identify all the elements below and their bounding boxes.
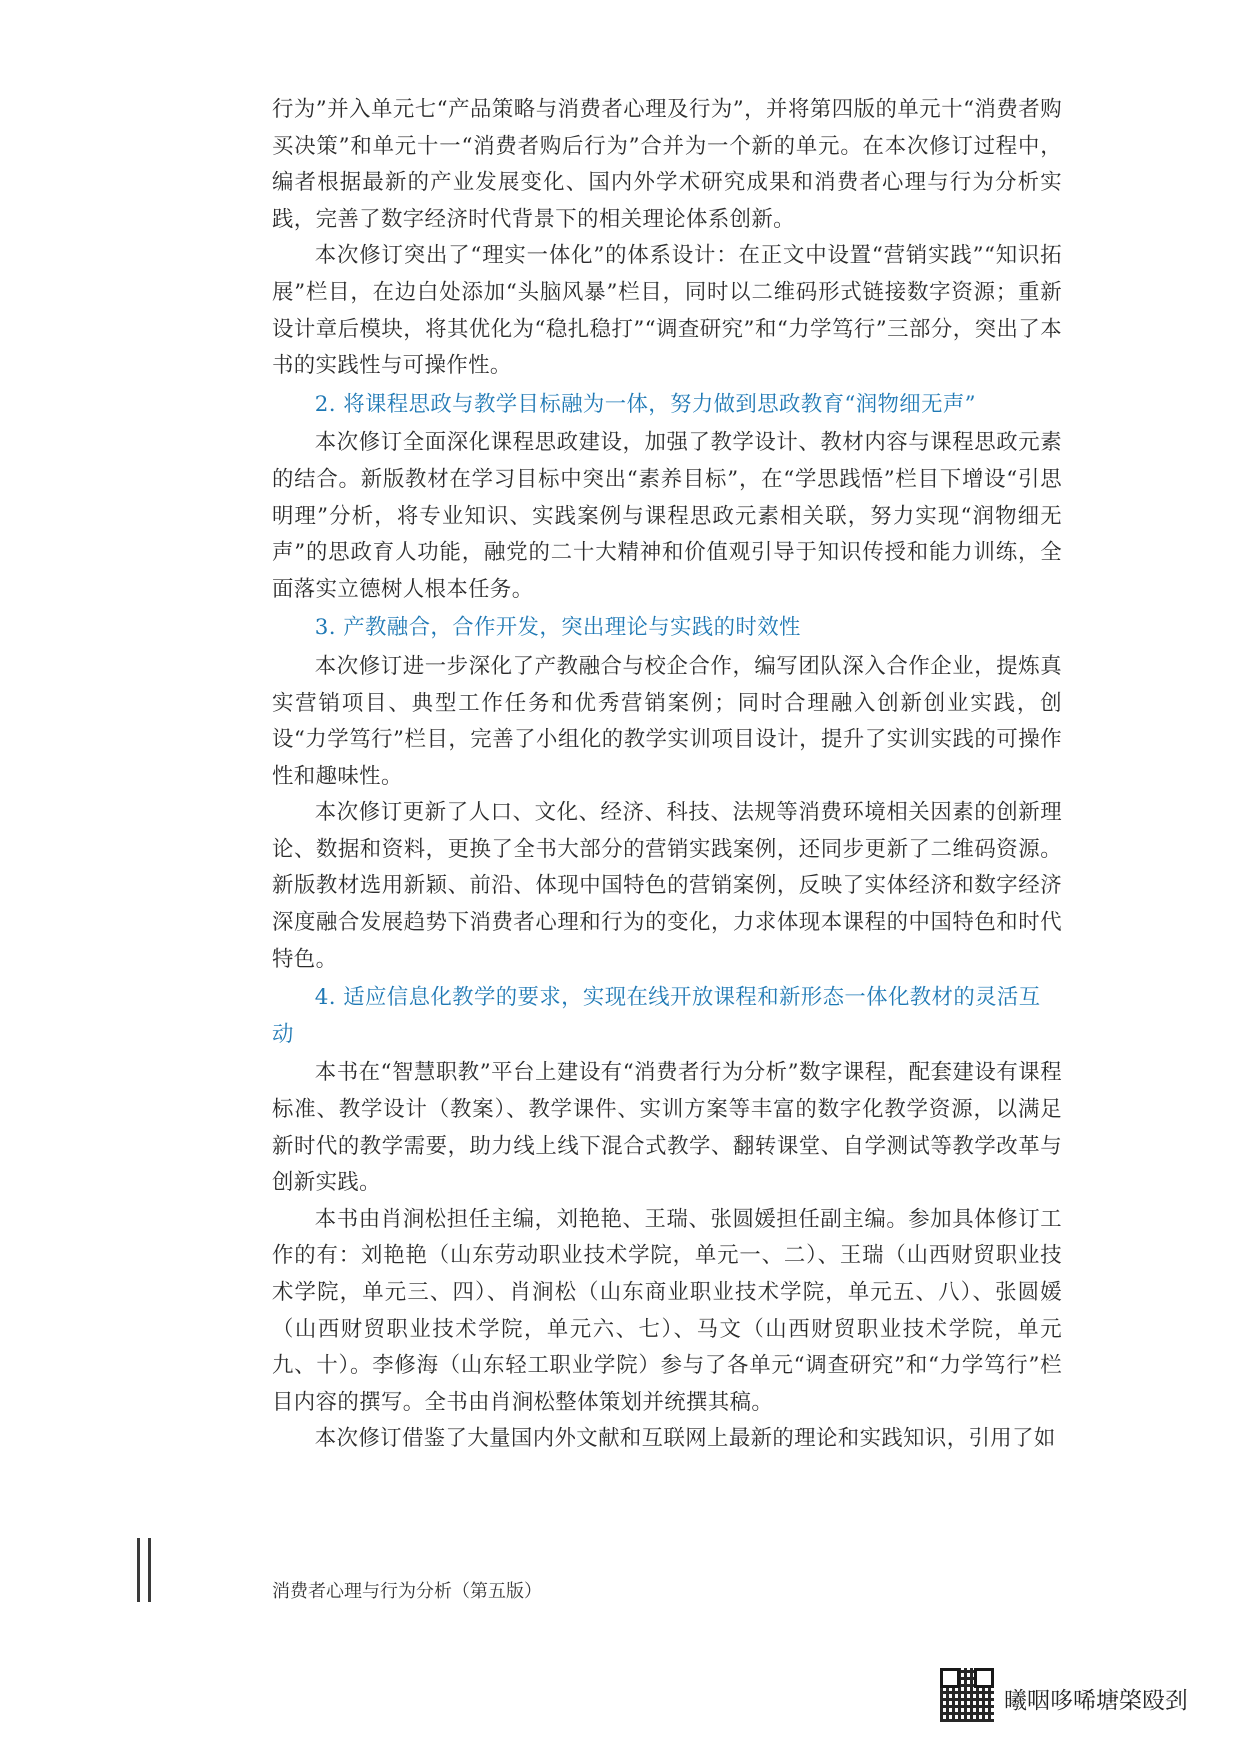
footer-bars-decoration xyxy=(137,1538,159,1602)
qr-code-icon xyxy=(940,1668,994,1722)
paragraph-2: 本次修订突出了“理实一体化”的体系设计：在正文中设置“营销实践”“知识拓展”栏目，在边白处添加“头脑风暴”栏目，同时以二维码形式链接数字资源；重新设计章后模块，将其优化为“稳扎稳打”“调查研究”和“力学笃行”三部分，突出了本书的实践性与可操作性。 xyxy=(272,243,1062,379)
paragraph-7: 本书由肖涧松担任主编，刘艳艳、王瑞、张圆媛担任副主编。参加具体修订工作的有：刘艳艳（山东劳动职业技术学院，单元一、二）、王瑞（山西财贸职业技术学院，单元三、四）、肖涧松（山东商业职业技术学院，单元五、八）、张圆媛（山西财贸职业技术学院，单元六、七）、马文（山西财贸职业技术学院，单元九、十）。李修海（山东轻工职业学院）参与了各单元“调查研究”和“力学笃行”栏目内容的撰写。全书由肖涧松整体策划并统撰其稿。 xyxy=(272,1206,1062,1415)
footer-book-title: 消费者心理与行为分析（第五版） xyxy=(272,1581,542,1602)
paragraph-3: 本次修订全面深化课程思政建设，加强了教学设计、教材内容与课程思政元素的结合。新版教材在学习目标中突出“素养目标”，在“学思践悟”栏目下增设“引思明理”分析，将专业知识、实践案例与课程思政元素相关联，努力实现“润物细无声”的思政育人功能，融党的二十大精神和价值观引导于知识传授和能力训练，全面落实立德树人根本任务。 xyxy=(272,430,1062,602)
watermark-text: 曦咽哆唏塘棨殴刭 xyxy=(1004,1688,1188,1714)
paragraph-6: 本书在“智慧职教”平台上建设有“消费者行为分析”数字课程，配套建设有课程标准、教学设计（教案）、教学课件、实训方案等丰富的数字化教学资源，以满足新时代的教学需要，助力线上线下混合式教学、翻转课堂、自学测试等教学改革与创新实践。 xyxy=(272,1060,1062,1196)
section-heading-3: 3. 产教融合，合作开发，突出理论与实践的时效性 xyxy=(314,615,801,641)
paragraph-4: 本次修订进一步深化了产教融合与校企合作，编写团队深入合作企业，提炼真实营销项目、典型工作任务和优秀营销案例；同时合理融入创新创业实践，创设“力学笃行”栏目，完善了小组化的教学实训项目设计，提升了实训实践的可操作性和趣味性。 xyxy=(272,653,1062,789)
section-heading-4: 4. 适应信息化教学的要求，实现在线开放课程和新形态一体化教材的灵活互动 xyxy=(272,985,1041,1047)
paragraph-1: 行为”并入单元七“产品策略与消费者心理及行为”，并将第四版的单元十“消费者购买决策”和单元十一“消费者购后行为”合并为一个新的单元。在本次修订过程中，编者根据最新的产业发展变化、国内外学术研究成果和消费者心理与行为分析实践，完善了数字经济时代背景下的相关理论体系创新。 xyxy=(272,97,1062,232)
paragraph-5: 本次修订更新了人口、文化、经济、科技、法规等消费环境相关因素的创新理论、数据和资料，更换了全书大部分的营销实践案例，还同步更新了二维码资源。新版教材选用新颖、前沿、体现中国特色的营销案例，反映了实体经济和数字经济深度融合发展趋势下消费者心理和行为的变化，力求体现本课程的中国特色和时代特色。 xyxy=(272,800,1062,972)
paragraph-8: 本次修订借鉴了大量国内外文献和互联网上最新的理论和实践知识，引用了如 xyxy=(314,1426,1056,1452)
section-heading-2: 2. 将课程思政与教学目标融为一体，努力做到思政教育“润物细无声” xyxy=(314,391,977,417)
page-body xyxy=(272,92,1062,1458)
